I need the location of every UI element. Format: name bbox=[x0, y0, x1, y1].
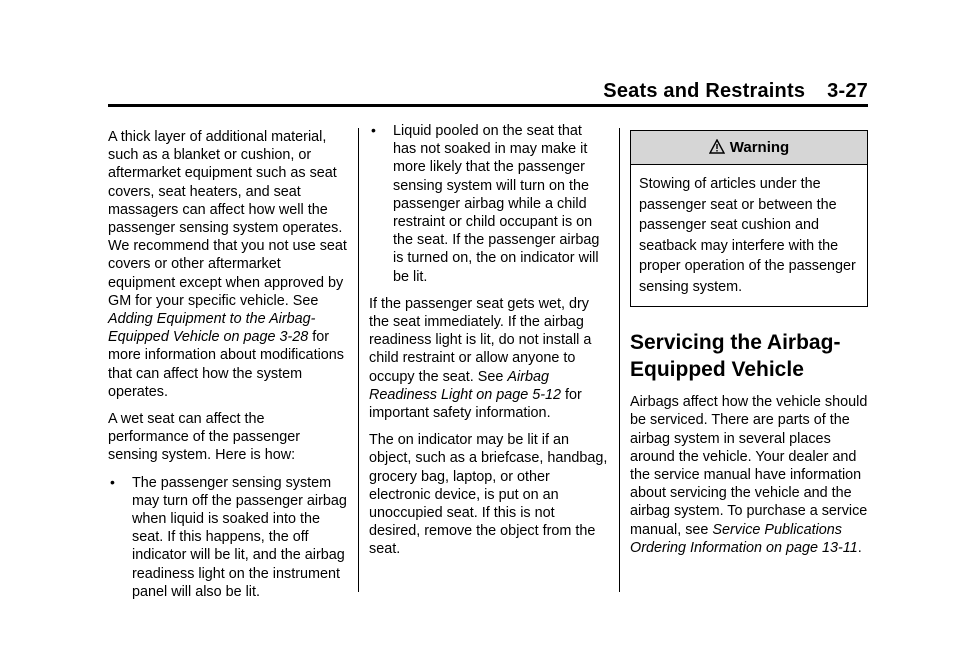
column-3 bbox=[630, 130, 870, 566]
page-number: 3-27 bbox=[827, 80, 868, 102]
cross-reference-link[interactable]: Service Publications Ordering Information on page 13-11 bbox=[630, 521, 858, 556]
column-divider-2 bbox=[619, 128, 620, 592]
column-1 bbox=[108, 128, 348, 610]
warning-title: Warning bbox=[729, 139, 790, 156]
bullet-item bbox=[108, 474, 348, 601]
bullet-text: The passenger sensing system may turn off the passenger airbag when liquid is soaked into the seat. If this happens, the off indicator will be lit, and the airbag readiness light on the instrument panel will also be lit. bbox=[132, 474, 347, 600]
section-title: Seats and Restraints bbox=[603, 80, 806, 102]
warning-text: Stowing of articles under the passenger seat or between the passenger seat cushion and seatback may interfere with the proper operation of the passenger sensing system. bbox=[639, 176, 856, 295]
paragraph-servicing bbox=[630, 393, 870, 557]
bullet-icon: • bbox=[371, 122, 376, 138]
paragraph-additional-material bbox=[108, 128, 348, 401]
paragraph-text: Airbags affect how the vehicle should be serviced. There are parts of the airbag system in several places around the vehicle. Your dealer and the service manual have information about servicing the vehicle and the airbag system. To purchase a service manual, see bbox=[630, 394, 868, 538]
column-2 bbox=[369, 122, 609, 568]
paragraph-text: A thick layer of additional material, such as a blanket or cushion, or aftermarket equipment such as seat covers, seat heaters, and seat massagers can affect how well the passenger sensing system operates. We recommend that you not use seat covers or other aftermarket equipment except when approved by GM for your specific vehicle. See bbox=[108, 129, 347, 309]
paragraph-text: for more information about modifications that can affect how the system operates. bbox=[108, 329, 344, 400]
warning-triangle-icon bbox=[709, 139, 725, 156]
paragraph-on-indicator: The on indicator may be lit if an object, such as a briefcase, handbag, grocery bag, laptop, or other electronic device, is put on an unoccupied seat. If this is not desired, remove the object from the seat. bbox=[369, 432, 608, 558]
paragraph-text: . bbox=[857, 539, 862, 556]
bullet-text: Liquid pooled on the seat that has not soaked in may make it more likely that the passenger sensing system will turn on the passenger airbag while a child restraint or child occupant is on the seat. If the passenger airbag is turned on, the on indicator will be lit. bbox=[393, 123, 600, 285]
page-header bbox=[603, 80, 868, 103]
bullet-icon: • bbox=[110, 473, 115, 490]
warning-box bbox=[630, 130, 868, 307]
paragraph-wet-seat: A wet seat can affect the performance of the passenger sensing system. Here is how: bbox=[108, 411, 300, 464]
header-rule bbox=[108, 104, 868, 107]
cross-reference-link[interactable]: Adding Equipment to the Airbag-Equipped Vehicle on page 3-28 bbox=[108, 311, 316, 346]
bullet-item bbox=[369, 122, 609, 286]
cross-reference-link[interactable]: Airbag Readiness Light on page 5-12 bbox=[369, 368, 562, 403]
warning-header bbox=[631, 131, 867, 165]
paragraph-seat-wet bbox=[369, 295, 609, 422]
paragraph-text: for important safety information. bbox=[369, 386, 582, 422]
section-heading: Servicing the Airbag-Equipped Vehicle bbox=[630, 331, 841, 382]
paragraph-text: If the passenger seat gets wet, dry the seat immediately. If the airbag readiness light is lit, do not install a child restraint or allow anyone to occupy the seat. See bbox=[369, 295, 592, 385]
column-divider-1 bbox=[358, 128, 359, 592]
